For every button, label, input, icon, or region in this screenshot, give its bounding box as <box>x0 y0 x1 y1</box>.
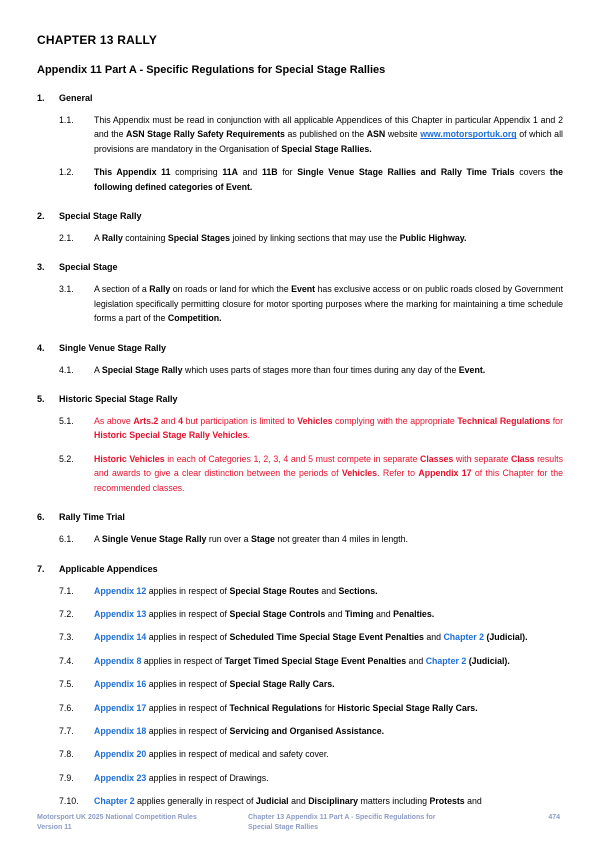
text-run: and <box>158 416 179 427</box>
footer-center-line1: Chapter 13 Appendix 11 Part A - Specific Regulations for <box>248 814 436 821</box>
cross-reference-link[interactable]: Appendix 17 <box>94 702 147 713</box>
section-heading-row <box>37 92 563 104</box>
section-number: 6. <box>37 512 45 523</box>
text-run: containing <box>122 233 168 244</box>
text-run: ASN Stage Rally Safety Requirements <box>126 129 285 140</box>
clause-text <box>94 630 563 644</box>
text-run: Classes <box>419 453 454 464</box>
text-run: of this Chapter for the recommended classes. <box>94 468 563 493</box>
text-run: applies in respect of <box>146 702 230 713</box>
text-run: Rally <box>101 233 123 244</box>
clause-number: 5.1. <box>59 416 74 427</box>
clause-text <box>94 724 563 738</box>
section <box>37 92 563 194</box>
text-run: applies in respect of <box>146 679 230 690</box>
section-number: 7. <box>37 563 45 574</box>
section-number: 1. <box>37 93 45 103</box>
text-run: 11A <box>222 167 238 178</box>
clause-number: 6.1. <box>59 534 74 545</box>
text-run: website <box>385 129 421 140</box>
footer-chapter-info <box>248 813 436 832</box>
text-run: for <box>277 167 298 178</box>
section <box>37 261 563 325</box>
clause-number: 1.2. <box>59 167 74 178</box>
text-run: as published on the <box>284 129 367 140</box>
text-run: Class <box>510 453 535 464</box>
section-title: Special Stage <box>59 262 118 273</box>
clause-text <box>94 282 563 325</box>
cross-reference-link[interactable]: Appendix 8 <box>94 655 142 666</box>
clause-text <box>94 532 563 546</box>
cross-reference-link[interactable]: Chapter 2 <box>425 655 467 666</box>
section-heading-row <box>37 563 563 575</box>
text-run: which uses parts of stages more than four times during any day of the <box>182 364 459 375</box>
text-run: applies in respect of Drawings. <box>146 772 269 783</box>
clause-text <box>94 747 563 761</box>
clause-text <box>94 231 563 245</box>
text-run: Penalties. <box>393 608 435 619</box>
appendix-title: Appendix 11 Part A - Specific Regulations for Special Stage Rallies <box>37 64 386 76</box>
clause <box>37 630 563 644</box>
clause-number: 7.2. <box>59 608 74 619</box>
section-title: Historic Special Stage Rally <box>59 394 178 405</box>
clause <box>37 363 563 377</box>
text-run: results and awards to give a clear distinction between the periods of <box>94 453 563 479</box>
clause-number: 2.1. <box>59 233 74 244</box>
clause-text <box>94 113 563 156</box>
section-title: General <box>59 93 93 103</box>
section-title: Rally Time Trial <box>59 512 125 523</box>
text-run: not greater than 4 miles in length. <box>274 534 408 545</box>
text-run: A section of a <box>94 284 150 295</box>
text-run: Servicing and Organised Assistance. <box>229 725 385 736</box>
cross-reference-link[interactable]: Chapter 2 <box>443 632 485 643</box>
clause <box>37 113 563 156</box>
text-run: Appendix 17 <box>418 468 472 479</box>
clause-number: 7.8. <box>59 749 74 760</box>
clause-number: 4.1. <box>59 364 74 375</box>
text-run: Judicial <box>255 796 289 807</box>
clause <box>37 607 563 621</box>
text-run: comprising <box>170 167 223 178</box>
cross-reference-link[interactable]: Chapter 2 <box>94 796 135 807</box>
text-run: 4 <box>178 416 184 427</box>
page-number: 474 <box>548 814 560 821</box>
text-run: applies in respect of medical and safety cover. <box>146 749 329 760</box>
text-run: covers <box>514 167 550 178</box>
text-run: A <box>94 233 102 244</box>
text-run: Sections. <box>338 585 378 596</box>
clause-number: 7.6. <box>59 702 74 713</box>
text-run: applies in respect of <box>146 608 230 619</box>
cross-reference-link[interactable]: Appendix 23 <box>94 772 147 783</box>
section-number: 4. <box>37 342 45 353</box>
text-run: Event. <box>458 364 486 375</box>
clause <box>37 452 563 495</box>
sections-container <box>37 92 563 809</box>
clause-text <box>94 452 563 495</box>
clause-text <box>94 654 563 668</box>
footer-center-line2: Special Stage Rallies <box>248 823 319 831</box>
text-run: applies in respect of <box>146 585 230 596</box>
text-run: applies in respect of <box>141 655 225 666</box>
footer-left-line1: Motorsport UK 2025 National Competition Rules <box>37 814 197 821</box>
section-heading-row <box>37 261 563 273</box>
clause-text <box>94 771 563 785</box>
section-number: 5. <box>37 394 45 405</box>
footer-document-info <box>37 813 197 832</box>
section <box>37 393 563 495</box>
text-run: Historic Vehicles <box>94 453 165 464</box>
clause <box>37 724 563 738</box>
clause <box>37 231 563 245</box>
section-title: Special Stage Rally <box>59 211 142 222</box>
text-run: 11B <box>262 167 278 178</box>
text-run: complying with the appropriate <box>332 416 458 427</box>
text-run: Historic Special Stage Rally Cars. <box>337 702 478 713</box>
cross-reference-link[interactable]: Appendix 18 <box>94 725 147 736</box>
clause-text <box>94 607 563 621</box>
text-run: Vehicles <box>341 468 378 479</box>
text-run: . <box>247 430 250 441</box>
clause <box>37 282 563 325</box>
clause <box>37 532 563 546</box>
text-run: in each of Categories 1, 2, 3, 4 and 5 must compete in separate <box>164 453 420 464</box>
text-run: applies in respect of <box>146 632 230 643</box>
text-run: This Appendix 11 <box>94 167 171 178</box>
text-run: A <box>94 534 102 545</box>
text-run: and <box>464 796 482 807</box>
section-title: Applicable Appendices <box>59 563 158 574</box>
text-run: for <box>322 702 338 713</box>
text-run: and <box>325 608 345 619</box>
clause-text <box>94 794 563 808</box>
footer-left-line2: Version 11 <box>37 823 72 831</box>
text-run: and <box>288 796 309 807</box>
clause <box>37 771 563 785</box>
text-run: Special Stage Controls <box>229 608 326 619</box>
clause-text <box>94 363 563 377</box>
text-run: Historic Special Stage Rally Vehicles <box>94 430 248 441</box>
text-run: A <box>94 364 102 375</box>
text-run: for <box>550 416 564 427</box>
text-run: applies generally in respect of <box>134 796 256 807</box>
section <box>37 511 563 546</box>
text-run: Rally <box>149 284 171 295</box>
text-run: Technical Regulations <box>457 416 551 427</box>
text-run: As above <box>94 416 134 427</box>
clause-number: 7.3. <box>59 632 74 643</box>
cross-reference-link[interactable]: www.motorsportuk.org <box>420 129 517 140</box>
text-run: with separate <box>453 453 511 464</box>
text-run: Competition. <box>167 313 222 324</box>
clause-number: 5.2. <box>59 453 74 464</box>
text-run: but participation is limited to <box>183 416 298 427</box>
section <box>37 563 563 809</box>
text-run: Technical Regulations <box>229 702 323 713</box>
text-run: Timing <box>344 608 374 619</box>
clause <box>37 165 563 194</box>
text-run: Event <box>291 284 316 295</box>
text-run: Special Stage Routes <box>229 585 319 596</box>
clause-text <box>94 414 563 443</box>
clause-number: 7.1. <box>59 585 74 596</box>
text-run: and <box>318 585 339 596</box>
cross-reference-link[interactable]: Appendix 20 <box>94 749 147 760</box>
cross-reference-link[interactable]: Appendix 13 <box>94 608 147 619</box>
text-run: and <box>406 655 426 666</box>
clause-number: 7.7. <box>59 725 74 736</box>
clause-number: 7.9. <box>59 772 74 783</box>
chapter-title: CHAPTER 13 RALLY <box>37 33 158 47</box>
clause-number: 7.5. <box>59 679 74 690</box>
text-run: has exclusive access or on public roads closed by Government legislation specifically permitting closure for motor sporting purposes where the marking for maintaining a time schedule forms a part of the <box>94 284 564 324</box>
cross-reference-link[interactable]: Appendix 16 <box>94 679 147 690</box>
text-run: Arts.2 <box>133 416 159 427</box>
text-run: applies in respect of <box>146 725 230 736</box>
clause-text <box>94 584 563 598</box>
text-run: and <box>237 167 262 178</box>
section <box>37 342 563 377</box>
cross-reference-link[interactable]: Appendix 12 <box>94 585 147 596</box>
text-run: (Judicial). <box>486 632 528 643</box>
text-run: Special Stages <box>167 233 230 244</box>
text-run: Stage <box>250 534 275 545</box>
clause-number: 3.1. <box>59 284 74 295</box>
text-run: Disciplinary <box>308 796 359 807</box>
text-run: and <box>423 632 444 643</box>
cross-reference-link[interactable]: Appendix 14 <box>94 632 147 643</box>
clause <box>37 677 563 691</box>
section-heading-row <box>37 210 563 222</box>
text-run: This Appendix must be read in conjunction with all applicable Appendices of this Chapter in particular Appendix 1 and 2 and the <box>94 115 563 140</box>
text-run: Scheduled Time Special Stage Event Penalties <box>229 632 424 643</box>
clause <box>37 584 563 598</box>
text-run: Single Venue Stage Rally <box>101 534 207 545</box>
text-run: Special Stage Rally Cars. <box>229 679 335 690</box>
text-run: of which all provisions are mandatory in the Organisation of <box>94 129 563 154</box>
text-run: Vehicles <box>297 416 333 427</box>
page-footer <box>0 813 600 835</box>
clause-text <box>94 677 563 691</box>
text-run: ASN <box>366 129 386 140</box>
clause <box>37 701 563 715</box>
text-run: . Refer to <box>377 468 419 479</box>
text-run: run over a <box>206 534 251 545</box>
text-run: Special Stage Rallies. <box>281 143 372 154</box>
section <box>37 210 563 245</box>
clause-text <box>94 165 563 194</box>
clause-number: 1.1. <box>59 115 74 125</box>
section-number: 2. <box>37 211 45 222</box>
text-run: Single Venue Stage Rallies and Rally Time Trials <box>297 167 515 178</box>
text-run: and <box>373 608 394 619</box>
text-run: the following defined categories of Event. <box>94 167 563 192</box>
clause-text <box>94 701 563 715</box>
text-run: (Judicial). <box>468 655 510 666</box>
text-run: Protests <box>429 796 465 807</box>
section-heading-row <box>37 511 563 523</box>
text-run: Special Stage Rally <box>101 364 183 375</box>
text-run: Public Highway. <box>399 233 467 244</box>
section-heading-row <box>37 393 563 405</box>
clause <box>37 654 563 668</box>
clause <box>37 747 563 761</box>
clause-number: 7.4. <box>59 655 74 666</box>
section-number: 3. <box>37 262 45 273</box>
section-heading-row <box>37 342 563 354</box>
clause <box>37 794 563 808</box>
text-run: on roads or land for which the <box>170 284 292 295</box>
clause-number: 7.10. <box>59 796 79 807</box>
clause <box>37 414 563 443</box>
text-run: joined by linking sections that may use the <box>229 233 400 244</box>
section-title: Single Venue Stage Rally <box>59 342 167 353</box>
text-run: matters including <box>358 796 430 807</box>
text-run: Target Timed Special Stage Event Penalties <box>224 655 407 666</box>
